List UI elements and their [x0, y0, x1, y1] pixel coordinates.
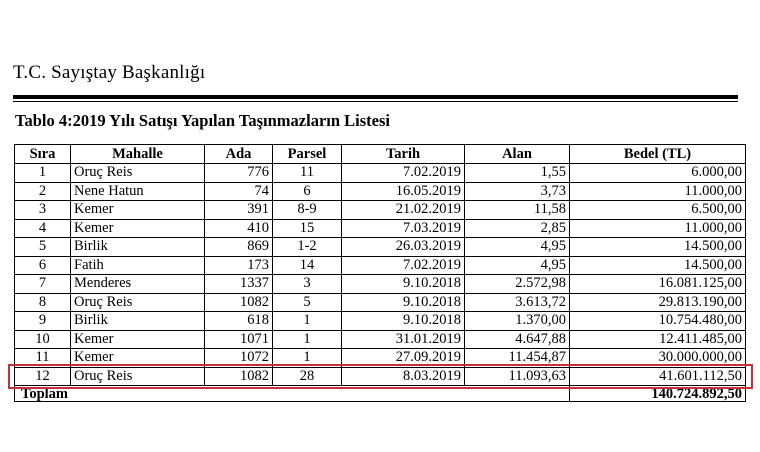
cell-bedel: 14.500,00 [570, 256, 746, 275]
cell-ada: 776 [205, 164, 273, 183]
cell-alan: 2.572,98 [465, 275, 570, 294]
document-header: T.C. Sayıştay Başkanlığı [13, 62, 206, 83]
col-header-parsel: Parsel [273, 145, 342, 164]
cell-parsel: 1-2 [273, 238, 342, 257]
cell-ada: 410 [205, 219, 273, 238]
cell-sira: 7 [15, 275, 71, 294]
cell-alan: 2,85 [465, 219, 570, 238]
cell-bedel: 16.081.125,00 [570, 275, 746, 294]
table-row [15, 367, 746, 386]
cell-mahalle: Oruç Reis [71, 164, 205, 183]
cell-parsel: 3 [273, 275, 342, 294]
table-row [15, 238, 746, 257]
cell-parsel: 15 [273, 219, 342, 238]
table-row [15, 219, 746, 238]
cell-ada: 869 [205, 238, 273, 257]
table-caption: Tablo 4:2019 Yılı Satışı Yapılan Taşınmazların Listesi [15, 111, 391, 130]
total-label: Toplam [15, 386, 570, 402]
table-row [15, 330, 746, 349]
cell-tarih: 16.05.2019 [342, 182, 465, 201]
cell-mahalle: Kemer [71, 349, 205, 368]
header-rule-thin [13, 101, 738, 102]
cell-sira: 4 [15, 219, 71, 238]
cell-parsel: 8-9 [273, 201, 342, 220]
cell-ada: 1082 [205, 293, 273, 312]
cell-bedel: 11.000,00 [570, 219, 746, 238]
table-row [15, 312, 746, 331]
cell-alan: 1,55 [465, 164, 570, 183]
cell-bedel: 30.000.000,00 [570, 349, 746, 368]
cell-sira: 2 [15, 182, 71, 201]
cell-alan: 4,95 [465, 238, 570, 257]
cell-mahalle: Oruç Reis [71, 367, 205, 386]
col-header-tarih: Tarih [342, 145, 465, 164]
table-header-row [15, 145, 746, 164]
col-header-mahalle: Mahalle [71, 145, 205, 164]
table-row [15, 164, 746, 183]
cell-parsel: 28 [273, 367, 342, 386]
cell-sira: 9 [15, 312, 71, 331]
cell-sira: 5 [15, 238, 71, 257]
table-row [15, 293, 746, 312]
cell-sira: 11 [15, 349, 71, 368]
cell-mahalle: Nene Hatun [71, 182, 205, 201]
cell-ada: 1071 [205, 330, 273, 349]
cell-tarih: 8.03.2019 [342, 367, 465, 386]
cell-sira: 8 [15, 293, 71, 312]
cell-bedel: 14.500,00 [570, 238, 746, 257]
cell-alan: 4,95 [465, 256, 570, 275]
cell-alan: 1.370,00 [465, 312, 570, 331]
cell-alan: 11,58 [465, 201, 570, 220]
cell-bedel: 6.000,00 [570, 164, 746, 183]
col-header-sira: Sıra [15, 145, 71, 164]
cell-mahalle: Oruç Reis [71, 293, 205, 312]
col-header-ada: Ada [205, 145, 273, 164]
cell-tarih: 27.09.2019 [342, 349, 465, 368]
cell-alan: 3,73 [465, 182, 570, 201]
cell-sira: 3 [15, 201, 71, 220]
cell-parsel: 1 [273, 312, 342, 331]
cell-mahalle: Birlik [71, 238, 205, 257]
cell-bedel: 12.411.485,00 [570, 330, 746, 349]
cell-sira: 10 [15, 330, 71, 349]
cell-bedel: 41.601.112,50 [570, 367, 746, 386]
cell-sira: 6 [15, 256, 71, 275]
cell-alan: 3.613,72 [465, 293, 570, 312]
cell-tarih: 26.03.2019 [342, 238, 465, 257]
total-row [15, 386, 746, 402]
cell-parsel: 1 [273, 330, 342, 349]
cell-bedel: 29.813.190,00 [570, 293, 746, 312]
cell-ada: 1337 [205, 275, 273, 294]
cell-ada: 74 [205, 182, 273, 201]
col-header-alan: Alan [465, 145, 570, 164]
cell-parsel: 1 [273, 349, 342, 368]
cell-mahalle: Kemer [71, 201, 205, 220]
table-row [15, 201, 746, 220]
cell-ada: 1082 [205, 367, 273, 386]
table-row [15, 349, 746, 368]
property-sales-table [14, 144, 746, 402]
table-row [15, 256, 746, 275]
cell-ada: 173 [205, 256, 273, 275]
cell-bedel: 6.500,00 [570, 201, 746, 220]
cell-tarih: 31.01.2019 [342, 330, 465, 349]
cell-ada: 391 [205, 201, 273, 220]
cell-sira: 12 [15, 367, 71, 386]
cell-mahalle: Menderes [71, 275, 205, 294]
total-value: 140.724.892,50 [570, 386, 746, 402]
cell-tarih: 7.02.2019 [342, 256, 465, 275]
cell-tarih: 7.02.2019 [342, 164, 465, 183]
cell-parsel: 11 [273, 164, 342, 183]
cell-tarih: 9.10.2018 [342, 312, 465, 331]
col-header-bedel: Bedel (TL) [570, 145, 746, 164]
cell-mahalle: Fatih [71, 256, 205, 275]
cell-alan: 11.454,87 [465, 349, 570, 368]
cell-parsel: 6 [273, 182, 342, 201]
cell-mahalle: Birlik [71, 312, 205, 331]
cell-tarih: 9.10.2018 [342, 293, 465, 312]
table-row [15, 182, 746, 201]
cell-parsel: 5 [273, 293, 342, 312]
cell-alan: 4.647,88 [465, 330, 570, 349]
cell-tarih: 9.10.2018 [342, 275, 465, 294]
cell-alan: 11.093,63 [465, 367, 570, 386]
cell-sira: 1 [15, 164, 71, 183]
cell-bedel: 10.754.480,00 [570, 312, 746, 331]
cell-parsel: 14 [273, 256, 342, 275]
cell-ada: 618 [205, 312, 273, 331]
cell-tarih: 21.02.2019 [342, 201, 465, 220]
cell-bedel: 11.000,00 [570, 182, 746, 201]
table-row [15, 275, 746, 294]
header-rule-thick [13, 95, 738, 99]
cell-mahalle: Kemer [71, 330, 205, 349]
cell-tarih: 7.03.2019 [342, 219, 465, 238]
cell-mahalle: Kemer [71, 219, 205, 238]
cell-ada: 1072 [205, 349, 273, 368]
